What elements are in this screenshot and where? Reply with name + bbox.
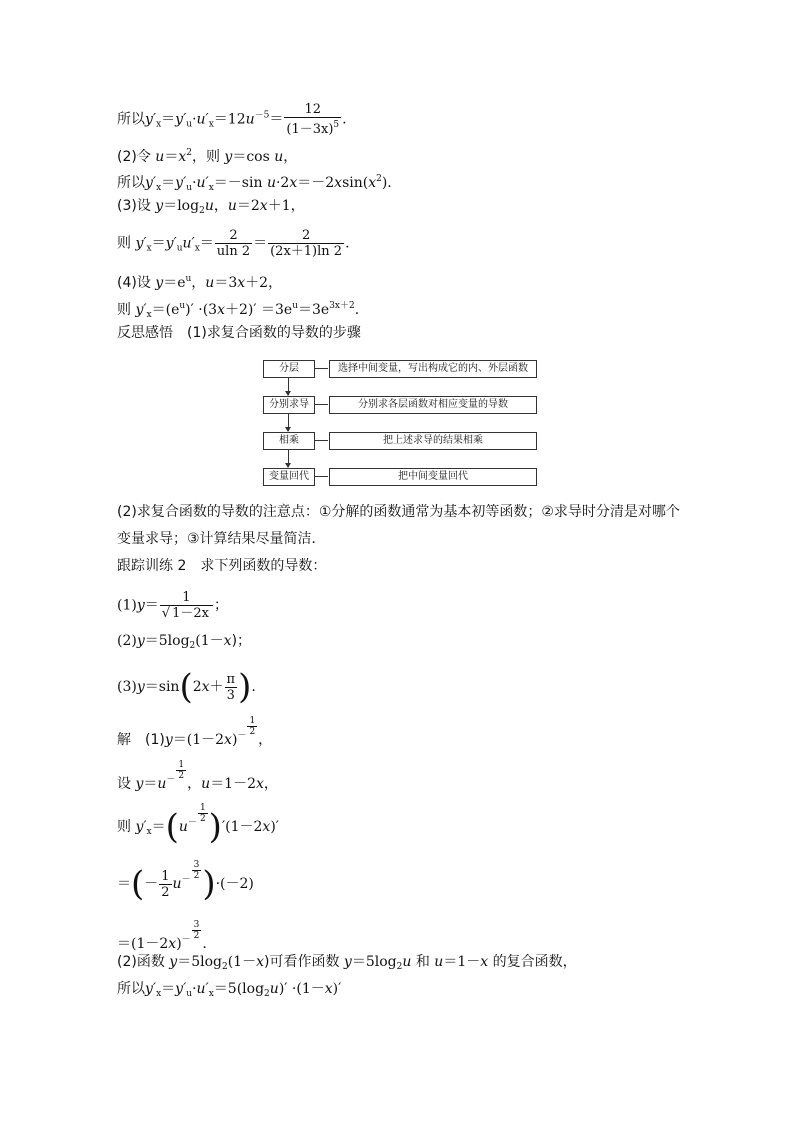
arrow-down-icon (288, 450, 289, 467)
equation-line-1: 所以$y'_x=y'_u\cdot u'_x=12u^{-5}=$ $\frac{12}{(1-3x)^5}$ . (117, 102, 347, 137)
equation-line-2: (2)令 $u=x^2$，则 y＝cos u， (117, 148, 298, 165)
flow-desc-1: 选择中间变量，写出构成它的内、外层函数 (329, 360, 537, 378)
arrow-right-icon (315, 404, 328, 405)
arrow-down-icon (288, 414, 289, 431)
solution-line-5: ＝(1－2x)－ $\frac{3}{2}$ . (117, 920, 207, 952)
flow-step-3: 相乘 (263, 432, 315, 450)
exponent-fraction: $\frac{1}{2}$ (178, 760, 185, 781)
equation-line-4: (3)设 $y=\log_2u$，u＝2x＋1， (117, 198, 305, 216)
exponent-fraction: $\frac{3}{2}$ (193, 860, 200, 881)
flow-desc-2: 分别求各层函数对相应变量的导数 (329, 396, 537, 414)
equation-line-5: 则 $y'_x=y'_uu'_x=$ $\frac{2}{uln 2}$ ＝ $\frac{2}{(2x+1)\ln 2}$ . (117, 228, 350, 259)
equation-line-3: 所以$y'_x=y'_u\cdot u'_x=-\sin$ $u\cdot 2x=-2xsin(x^2)$. (117, 174, 392, 193)
arrow-right-icon (315, 476, 328, 477)
exercise-item-1: (1)y＝ $\frac{1}{√ 1-2x}$ ； (117, 590, 228, 621)
solution-line-3: 则 $y'_x=(u^-$ $\frac{1}{2}$ )′(1－2x)′ (117, 803, 279, 847)
exercise-item-2: $(2)y=5\log_2(1-x)$； (117, 633, 252, 651)
reflection-heading: 反思感悟 (1)求复合函数的导数的步骤 (117, 325, 361, 341)
flow-desc-3: 把上述求导的结果相乘 (329, 432, 537, 450)
arrow-right-icon (315, 368, 328, 369)
solution-line-6: (2)函数 $y=5\log_2(1-x)$可看作函数 $y=5\log_2u$ 和 u＝1－x 的复合函数， (117, 954, 577, 972)
fraction: $\frac{1}{2}$ (161, 868, 170, 900)
flow-step-2: 分别求导 (263, 396, 315, 414)
fraction: $\frac{12}{(1-3x)^5}$ (286, 102, 340, 137)
solution-line-2: 设 y＝u－ $\frac{1}{2}$ ，u＝1－2x， (117, 760, 278, 792)
flow-step-4: 变量回代 (263, 468, 315, 486)
equation-line-7: 则 $y'_x=(e^u)' \cdot(3x+2)' =3e^u=3e^{3x+2}$. (117, 301, 360, 320)
solution-line-4: ＝(－ $\frac{1}{2}$ u－ $\frac{3}{2}$ )·(－2) (117, 860, 254, 904)
exercise-item-3: (3)y＝sin(2x＋ $\frac{\pi}{3}$ ). (117, 667, 256, 707)
fraction: $\frac{1}{√ 1-2x}$ (160, 590, 213, 621)
fraction: $\frac{2}{(2x+1)\ln 2}$ (270, 228, 343, 259)
exponent-fraction: $\frac{3}{2}$ (193, 920, 200, 941)
exponent-fraction: $\frac{1}{2}$ (199, 803, 206, 824)
equation-line-6: (4)设 $y=e^u$，u＝3x＋2， (117, 274, 283, 291)
arrow-down-icon (288, 378, 289, 395)
flowchart (263, 360, 537, 486)
fraction: $\frac{2}{uln 2}$ (216, 228, 251, 259)
fraction: $\frac{\pi}{3}$ (226, 671, 236, 703)
solution-line-7: 所以$y'_x=y'_u\cdot u'_x=5(\log_2u)' \cdot(1-x)'$ (117, 981, 342, 999)
solution-line-1: 解 (1)y＝(1－2x)－ $\frac{1}{2}$ ， (117, 716, 273, 748)
exercise-heading: 跟踪训练 2 求下列函数的导数： (117, 558, 327, 574)
flow-desc-4: 把中间变量回代 (329, 468, 537, 486)
flow-step-1: 分层 (263, 360, 315, 378)
note-line-1: (2)求复合函数的导数的注意点：①分解的函数通常为基本初等函数；②求导时分清是对哪个 (117, 504, 680, 520)
exponent-fraction: $\frac{1}{2}$ (249, 716, 256, 737)
arrow-right-icon (315, 440, 328, 441)
note-line-2: 变量求导；③计算结果尽量简洁． (117, 531, 326, 547)
